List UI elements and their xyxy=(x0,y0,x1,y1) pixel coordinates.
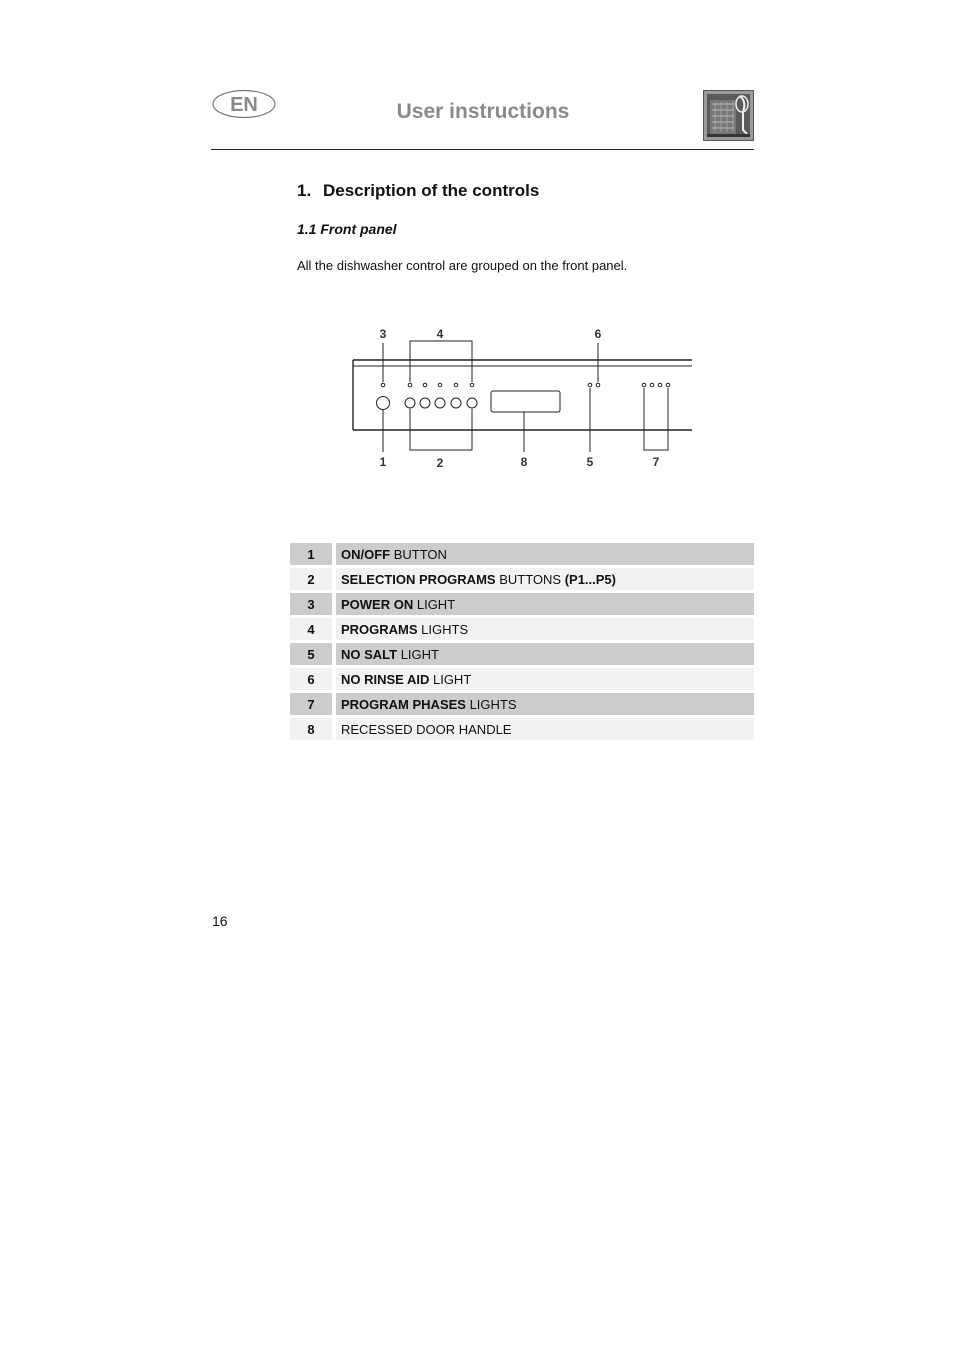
page-number: 16 xyxy=(212,913,228,929)
program-lights xyxy=(408,383,474,387)
legend-number: 6 xyxy=(290,668,332,690)
table-row xyxy=(290,543,754,565)
callout-6: 6 xyxy=(594,327,602,341)
dishwasher-rack-icon xyxy=(703,90,754,141)
no-salt-light xyxy=(588,383,592,387)
front-panel-diagram xyxy=(348,322,696,472)
legend-label-rest: LIGHTS xyxy=(417,621,469,637)
no-rinse-aid-light xyxy=(596,383,600,387)
legend-label-bold: POWER ON xyxy=(341,596,414,612)
legend-label xyxy=(336,543,754,565)
legend-number: 8 xyxy=(290,718,332,740)
legend-label-bold: PROGRAMS xyxy=(341,621,418,637)
callout-1: 1 xyxy=(379,455,387,469)
legend-number: 4 xyxy=(290,618,332,640)
bracket-7 xyxy=(644,388,668,450)
legend-label-rest: LIGHT xyxy=(429,671,472,687)
callout-2: 2 xyxy=(436,456,444,470)
legend-number: 5 xyxy=(290,643,332,665)
legend-label-bold: PROGRAM PHASES xyxy=(341,696,466,712)
panel-outline xyxy=(353,360,692,430)
legend-label xyxy=(336,618,754,640)
legend-label xyxy=(336,593,754,615)
callout-8: 8 xyxy=(520,455,528,469)
callout-3: 3 xyxy=(379,327,387,341)
legend-label xyxy=(336,718,754,740)
legend-number: 2 xyxy=(290,568,332,590)
legend-label-rest: LIGHT xyxy=(413,596,456,612)
page-header-title: User instructions xyxy=(396,100,570,123)
legend-label-bold: NO SALT xyxy=(341,646,398,662)
language-badge xyxy=(212,89,276,119)
legend-label-rest: BUTTON xyxy=(390,546,447,562)
table-row xyxy=(290,593,754,615)
legend-number: 7 xyxy=(290,693,332,715)
legend-label-rest: LIGHTS xyxy=(465,696,517,712)
section-heading xyxy=(297,181,539,201)
legend-label xyxy=(336,693,754,715)
program-phase-lights xyxy=(642,383,670,387)
callout-4: 4 xyxy=(436,327,444,341)
table-row xyxy=(290,668,754,690)
legend-label-rest: BUTTONS xyxy=(495,571,565,587)
language-code: EN xyxy=(230,94,258,116)
legend-label-bold: NO RINSE AID xyxy=(341,671,430,687)
header-divider xyxy=(211,149,754,150)
legend-label-bold: SELECTION PROGRAMS xyxy=(341,571,496,587)
power-on-light xyxy=(381,383,385,387)
callout-5: 5 xyxy=(586,455,594,469)
program-buttons xyxy=(405,398,477,408)
door-handle-recess xyxy=(491,391,560,412)
legend-label xyxy=(336,643,754,665)
language-badge-oval xyxy=(212,89,276,119)
section-title: Description of the controls xyxy=(323,181,540,200)
bracket-4 xyxy=(410,341,472,382)
legend-label xyxy=(336,668,754,690)
table-row xyxy=(290,718,754,740)
intro-paragraph: All the dishwasher control are grouped on the front panel. xyxy=(297,258,628,273)
table-row xyxy=(290,618,754,640)
legend-label xyxy=(336,568,754,590)
legend-label-rest: RECESSED DOOR HANDLE xyxy=(341,721,512,737)
on-off-button-shape xyxy=(377,397,390,410)
legend-number: 1 xyxy=(290,543,332,565)
section-number: 1. xyxy=(297,181,312,200)
table-row xyxy=(290,643,754,665)
legend-label-rest: LIGHT xyxy=(397,646,439,662)
table-row xyxy=(290,693,754,715)
legend-label-suffix: (P1...P5) xyxy=(564,571,616,587)
callout-7: 7 xyxy=(652,455,660,469)
legend-number: 3 xyxy=(290,593,332,615)
table-row xyxy=(290,568,754,590)
legend-label-bold: ON/OFF xyxy=(341,546,391,562)
subsection-heading: 1.1 Front panel xyxy=(297,221,397,237)
controls-legend-table xyxy=(290,540,754,743)
